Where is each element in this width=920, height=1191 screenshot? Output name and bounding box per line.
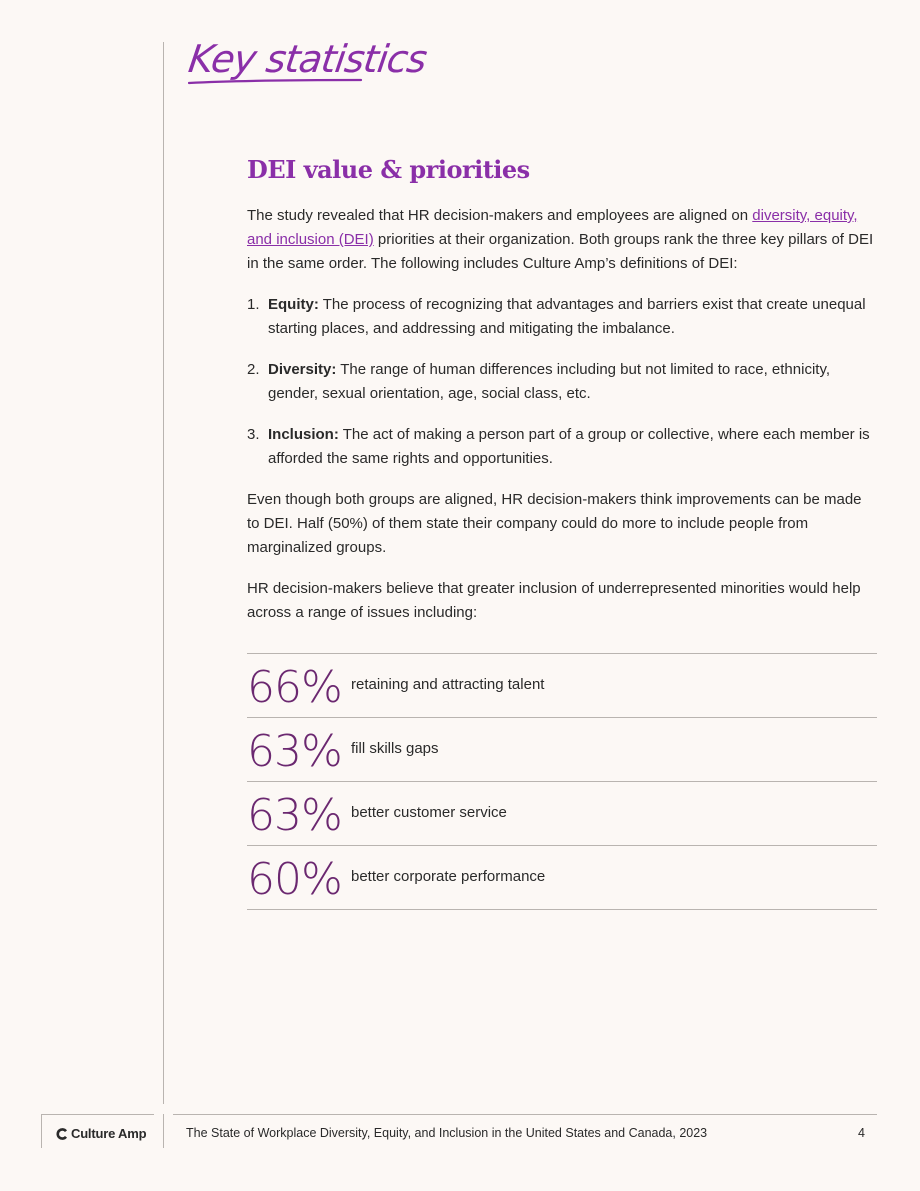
footer-top-rule-left (41, 1114, 154, 1115)
list-item: 3. Inclusion: The act of making a person part of a group or collective, where each member is afforded the same rights and opportunities. (247, 426, 870, 467)
footer-top-rule-right (173, 1114, 877, 1115)
list-item: 2. Diversity: The range of human differences including but not limited to race, ethnicity, gender, sexual orientation, age, social class, etc. (247, 361, 830, 402)
culture-amp-logo-icon (56, 1128, 68, 1140)
stat-label: fill skills gaps (351, 740, 439, 757)
stats-list (247, 653, 877, 910)
dei-link[interactable]: diversity, equity, and inclusion (DEI) (247, 207, 858, 248)
stat-label: retaining and attracting talent (351, 676, 545, 693)
footer-report-title: The State of Workplace Diversity, Equity, and Inclusion in the United States and Canada, 2023 (186, 1126, 708, 1140)
intro-paragraph: The study revealed that HR decision-makers and employees are aligned on diversity, equity, and inclusion (DEI) priorities at their organization. Both groups rank the three key pillars of DEI in the same order. The following includes Culture Amp’s definitions of DEI: (247, 207, 874, 272)
footer-left-rule (41, 1114, 42, 1148)
culture-amp-logo (56, 1126, 146, 1141)
footer-divider-rule (163, 1114, 164, 1148)
stat-row (247, 845, 877, 910)
stat-percent: 60% (247, 854, 342, 905)
stat-row (247, 717, 877, 781)
page-number: 4 (858, 1126, 865, 1140)
list-item: 1. Equity: The process of recognizing that advantages and barriers exist that create unequal starting places, and addressing and mitigating the imbalance. (247, 296, 866, 337)
inclusion-benefits-paragraph: HR decision-makers believe that greater inclusion of underrepresented minorities would help across a range of issues including: (247, 580, 861, 621)
stat-percent: 66% (247, 662, 342, 713)
stat-percent: 63% (247, 726, 342, 777)
logo-text: Culture Amp (71, 1126, 147, 1141)
stat-label: better customer service (351, 804, 507, 821)
section-title: Key statistics (185, 37, 429, 81)
stat-row (247, 653, 877, 717)
stat-row (247, 781, 877, 845)
section-title-underline (188, 78, 363, 86)
main-content (247, 150, 877, 625)
page-heading: DEI value & priorities (247, 155, 530, 184)
left-margin-rule (163, 42, 164, 1104)
dei-definitions-list (247, 293, 877, 471)
stat-percent: 63% (247, 790, 342, 841)
improvement-paragraph: Even though both groups are aligned, HR decision-makers think improvements can be made to DEI. Half (50%) of them state their company could do more to include people from marginalized groups. (247, 491, 862, 556)
stat-label: better corporate performance (351, 868, 546, 885)
